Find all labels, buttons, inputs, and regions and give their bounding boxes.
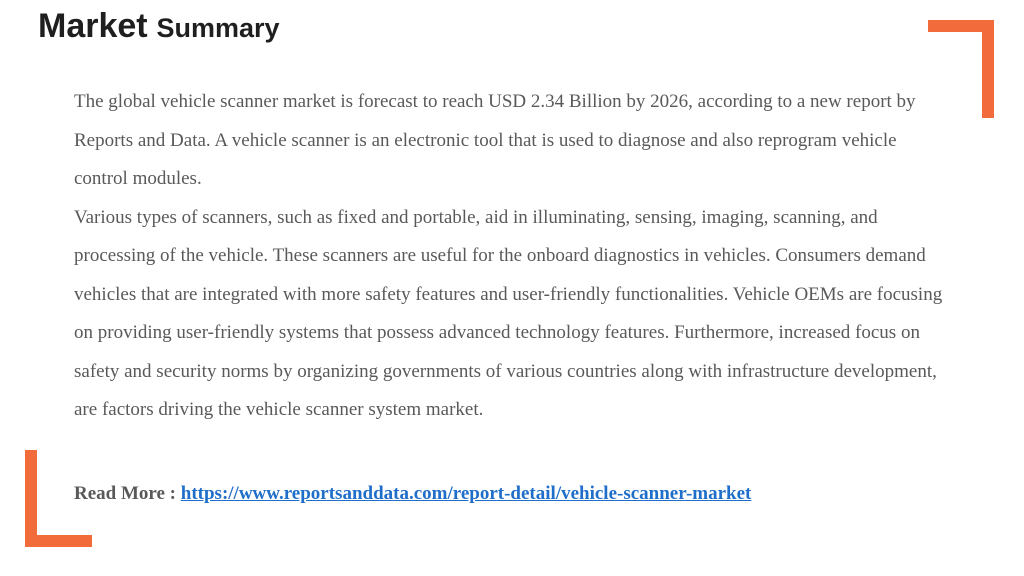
page-title <box>38 6 280 47</box>
summary-body <box>74 83 954 430</box>
summary-paragraph-1: The global vehicle scanner market is forecast to reach USD 2.34 Billion by 2026, according to a new report by Reports and Data. A vehicle scanner is an electronic tool that is used to diagnose and also reprogram vehicle control modules. <box>74 91 916 189</box>
summary-paragraph-2: Various types of scanners, such as fixed and portable, aid in illuminating, sensing, imaging, scanning, and processing of the vehicle. These scanners are useful for the onboard diagnostics in vehicles. Consumers demand vehicles that are integrated with more safety features and user-friendly functionalities. Vehicle OEMs are focusing on providing user-friendly systems that possess advanced technology features. Furthermore, increased focus on safety and security norms by organizing governments of various countries along with infrastructure development, are factors driving the vehicle scanner system market. <box>74 206 943 420</box>
report-link[interactable]: https://www.reportsanddata.com/report-detail/vehicle-scanner-market <box>180 483 752 504</box>
read-more-label: Read More : <box>74 483 177 504</box>
read-more <box>74 483 751 505</box>
title-word-summary: Summary <box>156 13 280 43</box>
title-word-market: Market <box>38 7 148 45</box>
